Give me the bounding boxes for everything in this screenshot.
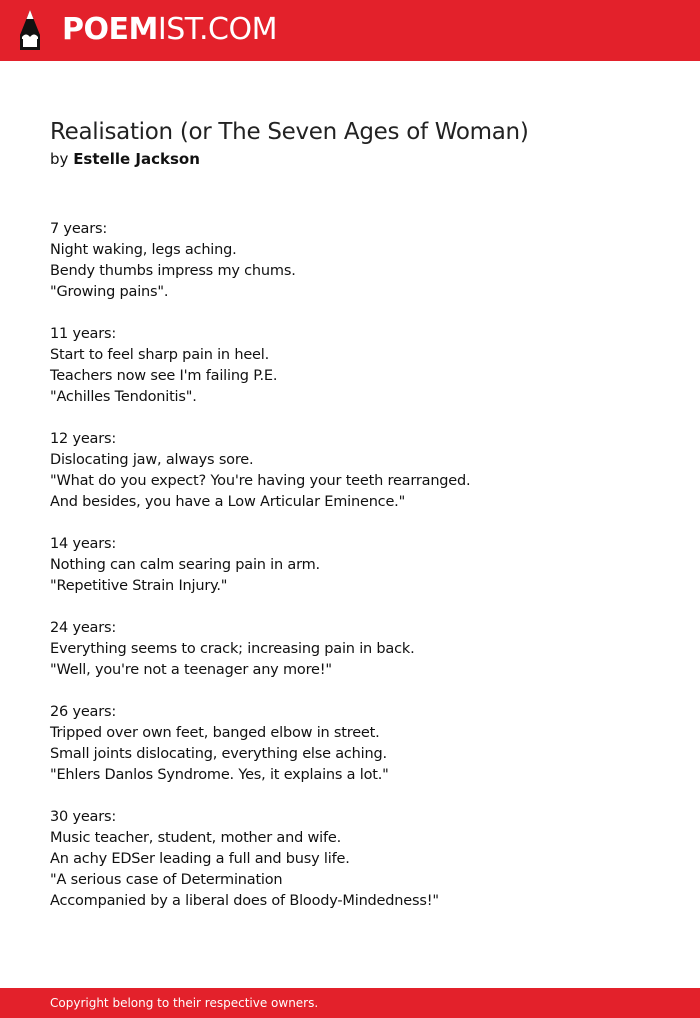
site-header — [0, 0, 700, 61]
poem-line: Small joints dislocating, everything else aching. — [50, 746, 387, 762]
poem-line: Night waking, legs aching. — [50, 242, 237, 258]
poem-line: And besides, you have a Low Articular Eminence." — [50, 494, 406, 510]
poem-body — [50, 219, 670, 933]
poem-line: Dislocating jaw, always sore. — [50, 452, 254, 468]
poem-line: 12 years: — [50, 431, 117, 447]
poem-line: "Repetitive Strain Injury." — [50, 578, 228, 594]
poem-line: 14 years: — [50, 536, 117, 552]
pencil-icon[interactable] — [17, 9, 43, 51]
poem-line: "Well, you're not a teenager any more!" — [50, 662, 332, 678]
poem-line: Teachers now see I'm failing P.E. — [50, 368, 278, 384]
poem-stanza — [50, 702, 670, 786]
poem-line: 30 years: — [50, 809, 117, 825]
poem-line: Music teacher, student, mother and wife. — [50, 830, 342, 846]
poem-line: Everything seems to crack; increasing pain in back. — [50, 641, 415, 657]
poem-line: An achy EDSer leading a full and busy life. — [50, 851, 350, 867]
footer-copyright: Copyright belong to their respective owners. — [50, 996, 319, 1010]
poem-line: Tripped over own feet, banged elbow in street. — [50, 725, 380, 741]
poem-stanza — [50, 219, 670, 303]
poem-title: Realisation (or The Seven Ages of Woman) — [50, 119, 529, 145]
poem-author: Estelle Jackson — [73, 150, 200, 168]
poem-stanza — [50, 534, 670, 597]
poem-stanza — [50, 324, 670, 408]
poem-line: Accompanied by a liberal does of Bloody-Mindedness!" — [50, 893, 439, 909]
by-label: by — [50, 150, 69, 168]
poem-line: Start to feel sharp pain in heel. — [50, 347, 269, 363]
poem-line: Nothing can calm searing pain in arm. — [50, 557, 320, 573]
brand-bold: POEM — [62, 12, 158, 47]
poem-line: 7 years: — [50, 221, 108, 237]
poem-byline — [50, 149, 200, 169]
poem-stanza — [50, 429, 670, 513]
poem-stanza — [50, 807, 670, 912]
poem-line: Bendy thumbs impress my chums. — [50, 263, 296, 279]
poem-line: "Achilles Tendonitis". — [50, 389, 197, 405]
poem-line: 24 years: — [50, 620, 117, 636]
poem-line: 26 years: — [50, 704, 117, 720]
poem-line: "Ehlers Danlos Syndrome. Yes, it explains a lot." — [50, 767, 389, 783]
poem-line: "What do you expect? You're having your teeth rearranged. — [50, 473, 471, 489]
poem-line: 11 years: — [50, 326, 117, 342]
site-logo[interactable] — [62, 13, 277, 47]
poem-line: "A serious case of Determination — [50, 872, 283, 888]
brand-light: IST.COM — [157, 12, 277, 47]
poem-line: "Growing pains". — [50, 284, 169, 300]
site-footer — [0, 988, 700, 1018]
poem-stanza — [50, 618, 670, 681]
